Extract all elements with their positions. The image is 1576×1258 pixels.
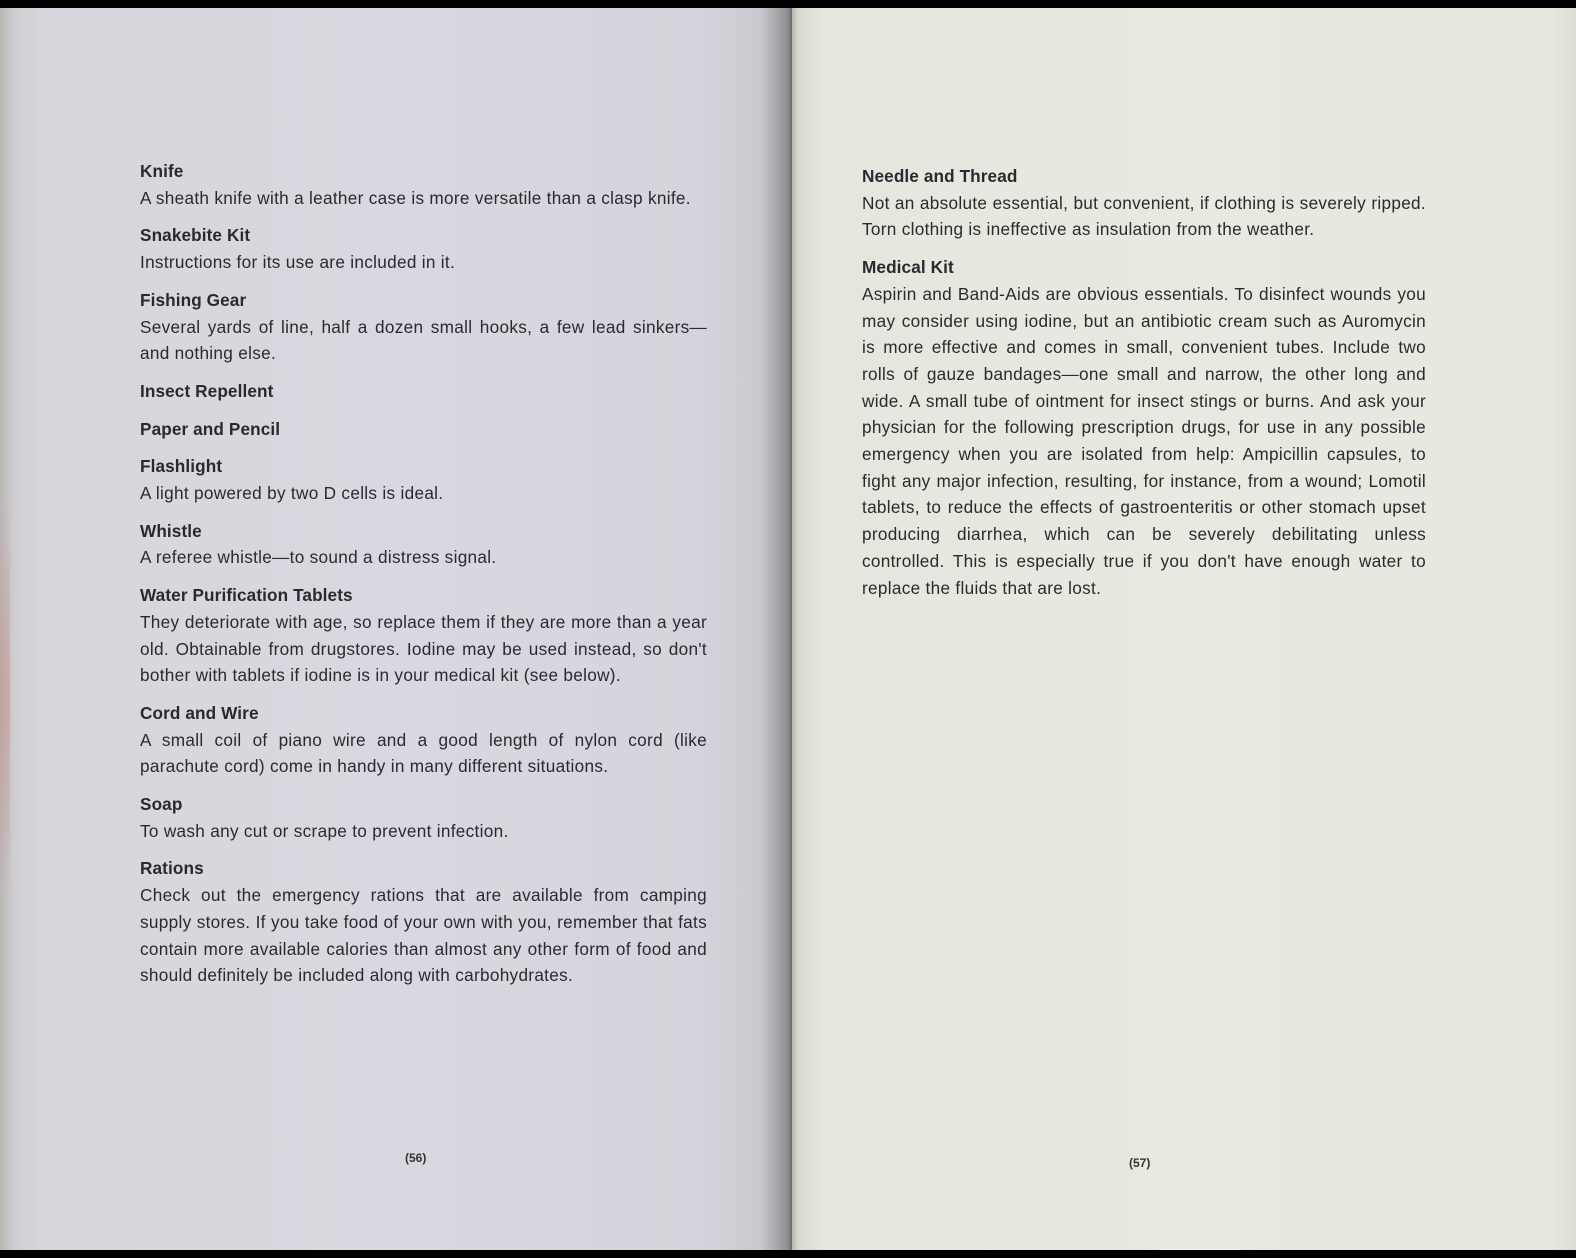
section-title: Snakebite Kit <box>140 225 251 246</box>
section-body: A referee whistle—to sound a distress signal. <box>140 547 497 568</box>
section-title: Water Purification Tablets <box>140 585 353 606</box>
section-soap <box>140 791 707 844</box>
left-page <box>0 8 792 1250</box>
section-snakebite-kit <box>140 222 707 275</box>
section-body: To wash any cut or scrape to prevent infection. <box>140 820 509 841</box>
section-body: Several yards of line, half a dozen small hooks, a few lead sinkers—and nothing else. <box>140 316 707 364</box>
section-title: Cord and Wire <box>140 702 259 723</box>
left-page-column <box>140 158 707 1000</box>
section-rations <box>140 855 707 989</box>
section-title: Fishing Gear <box>140 289 247 310</box>
section-paper-and-pencil <box>140 416 707 443</box>
section-body: They deteriorate with age, so replace them if they are more than a year old. Obtainable from drugstores. Iodine may be used instead, so don't bother with tablets if iodine is in your medical kit (see below). <box>140 611 707 686</box>
right-page-column <box>862 163 1426 612</box>
section-title: Knife <box>140 161 184 181</box>
section-whistle <box>140 518 707 571</box>
right-page <box>792 8 1576 1250</box>
book-spread <box>0 8 1576 1250</box>
section-title: Paper and Pencil <box>140 418 281 439</box>
section-body: A light powered by two D cells is ideal. <box>140 483 444 504</box>
section-body: Not an absolute essential, but convenient, if clothing is severely ripped. Torn clothing is ineffective as insulation from the weather. <box>862 192 1426 240</box>
section-body: A sheath knife with a leather case is more versatile than a clasp knife. <box>140 187 691 208</box>
page-number: (57) <box>1129 1156 1151 1170</box>
section-medical-kit <box>862 254 1426 601</box>
section-needle-and-thread <box>862 163 1426 243</box>
section-insect-repellent <box>140 378 707 405</box>
section-title: Soap <box>140 794 183 815</box>
section-title: Needle and Thread <box>862 166 1018 186</box>
section-fishing-gear <box>140 287 707 367</box>
section-title: Flashlight <box>140 456 223 477</box>
page-edge-stamp <box>0 498 10 898</box>
section-knife <box>140 158 707 211</box>
section-body: Check out the emergency rations that are available from camping supply stores. If you take food of your own with you, remember that fats contain more available calories than almost any other form of food and should definitely be included along with carbohydrates. <box>140 885 707 986</box>
section-cord-and-wire <box>140 700 707 780</box>
section-title: Insect Repellent <box>140 380 274 401</box>
section-flashlight <box>140 453 707 506</box>
section-water-purification-tablets <box>140 582 707 689</box>
page-number: (56) <box>405 1151 427 1165</box>
section-title: Whistle <box>140 520 202 541</box>
section-body: A small coil of piano wire and a good length of nylon cord (like parachute cord) come in handy in many different situations. <box>140 729 707 777</box>
section-title: Rations <box>140 858 204 879</box>
section-title: Medical Kit <box>862 257 954 278</box>
section-body: Instructions for its use are included in it. <box>140 252 456 273</box>
section-body: Aspirin and Band-Aids are obvious essentials. To disinfect wounds you may consider using iodine, but an antibiotic cream such as Auromycin is more effective and comes in small, convenient tubes. Include two rolls of gauze bandages—one small and narrow, the other long and wide. A small tube of ointment for insect stings or burns. And ask your physician for the following prescription drugs, for use in any possible emergency when you are isolated from help: Ampicillin capsules, to fight any major infection, resulting, for instance, from a wound; Lomotil tablets, to reduce the effects of gastroenteritis or other stomach upset producing diarrhea, which can be severely debilitating unless controlled. This is especially true if you don't have enough water to replace the fluids that are lost. <box>862 283 1426 598</box>
